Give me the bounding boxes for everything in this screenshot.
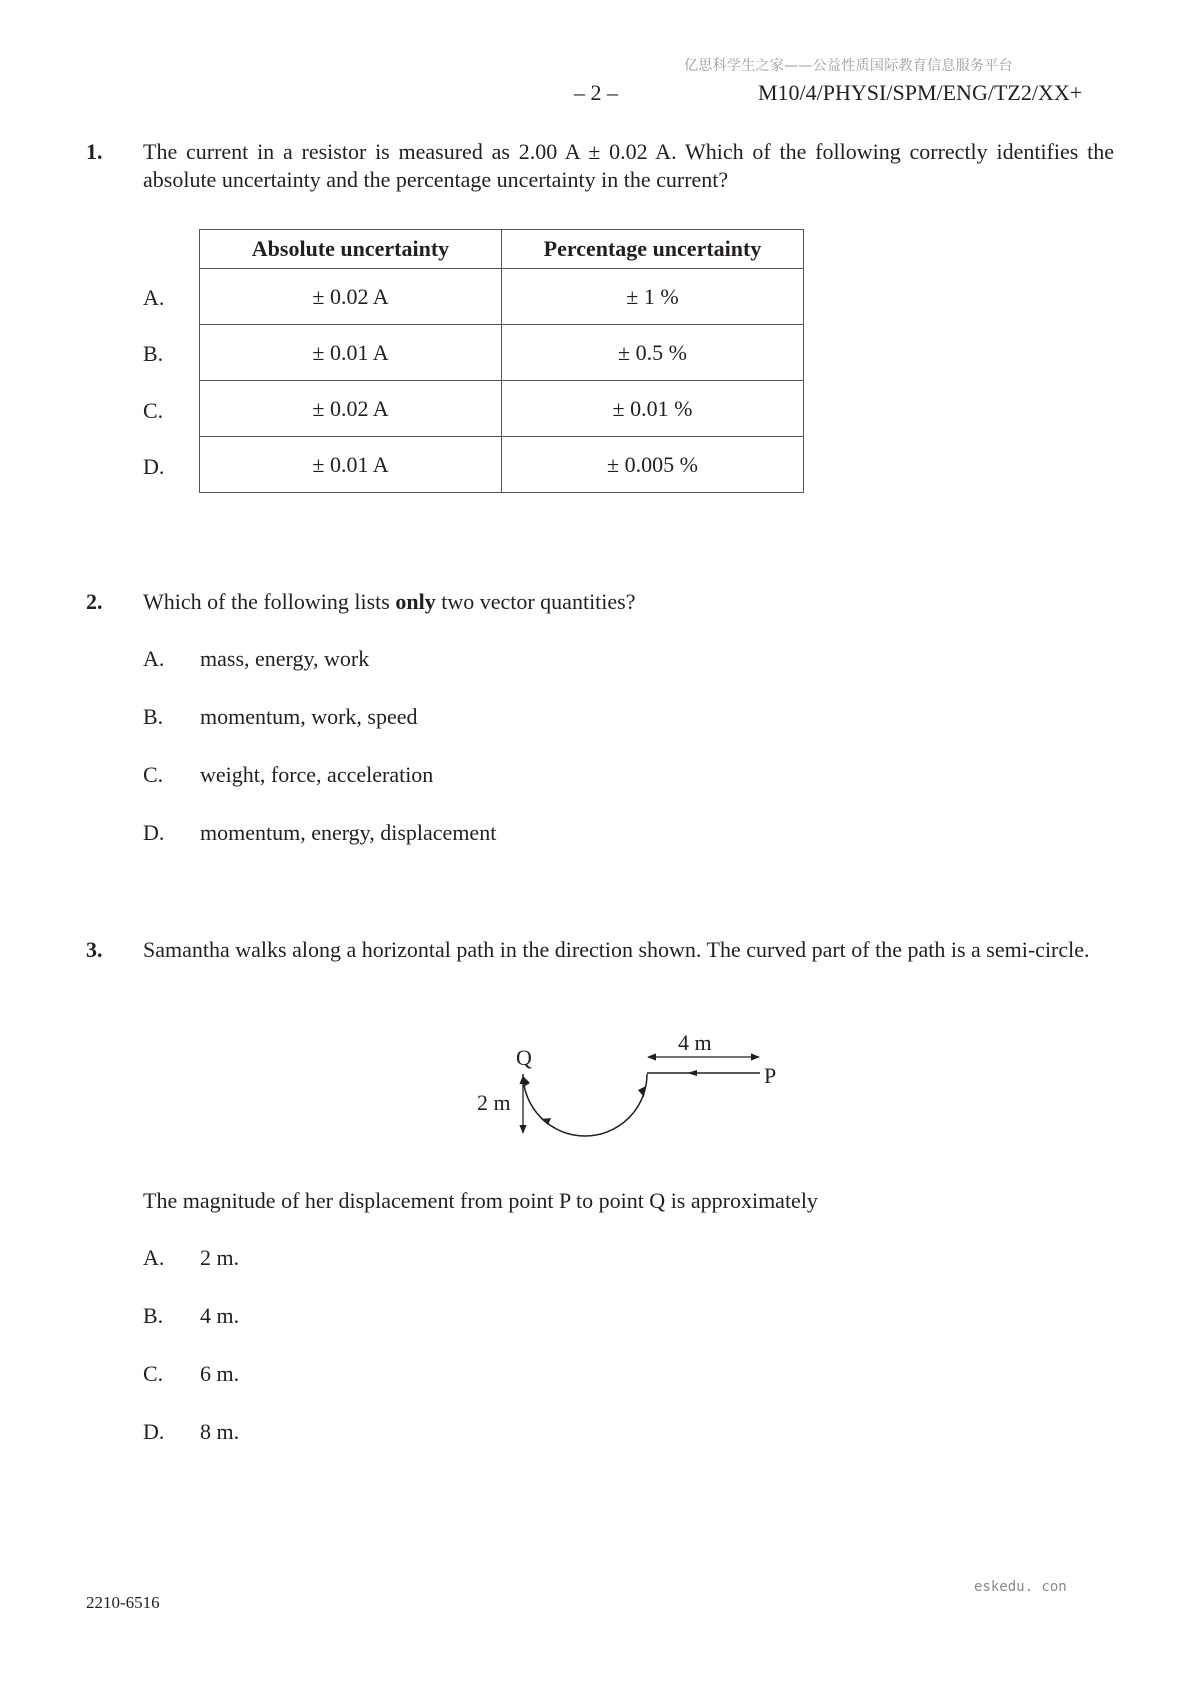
option-text: 8 m. xyxy=(200,1419,240,1444)
question-1-text: The current in a resistor is measured as 2.00 A ± 0.02 A. Which of the following correctly identifies the absolute uncertainty and the percentage uncertainty in the current? xyxy=(143,139,1114,192)
table-cell: ± 0.005 % xyxy=(502,437,804,493)
footer-code: 2210-6516 xyxy=(86,1593,160,1612)
direction-arrow xyxy=(687,1070,697,1076)
label-p: P xyxy=(764,1063,777,1088)
q1-row-letter: C. xyxy=(143,398,164,423)
table-row xyxy=(200,269,804,325)
table-cell: ± 0.01 % xyxy=(502,381,804,437)
table-row xyxy=(200,325,804,381)
question-2-text-start: Which of the following lists xyxy=(143,589,396,614)
q1-row-letter: B. xyxy=(143,341,164,366)
option-text: weight, force, acceleration xyxy=(200,762,434,787)
column-header: Percentage uncertainty xyxy=(502,230,804,269)
q1-row-letter: D. xyxy=(143,454,165,479)
direction-arrow xyxy=(638,1086,646,1097)
option-text: 2 m. xyxy=(200,1245,240,1270)
table-header-row xyxy=(200,230,804,269)
option-letter: D. xyxy=(143,820,165,845)
question-2-text-end: two vector quantities? xyxy=(435,589,636,614)
table-row xyxy=(200,437,804,493)
option-letter: B. xyxy=(143,1303,164,1328)
option-letter: A. xyxy=(143,646,165,671)
table-cell: ± 1 % xyxy=(502,269,804,325)
label-q: Q xyxy=(516,1045,532,1070)
watermark-footer: eskedu. con xyxy=(974,1579,1067,1595)
question-3-text: Samantha walks along a horizontal path in the direction shown. The curved part of the path is a semi-circle. xyxy=(143,937,1090,962)
option-text: momentum, work, speed xyxy=(200,704,418,729)
question-2-emphasis: only xyxy=(395,589,436,614)
semicircle-path xyxy=(523,1074,647,1136)
option-letter: C. xyxy=(143,762,164,787)
table-cell: ± 0.01 A xyxy=(200,437,502,493)
label-height: 2 m xyxy=(477,1090,511,1115)
option-text: momentum, energy, displacement xyxy=(200,820,497,845)
table-cell: ± 0.01 A xyxy=(200,325,502,381)
option-text: mass, energy, work xyxy=(200,646,370,671)
table-cell: ± 0.5 % xyxy=(502,325,804,381)
path-diagram xyxy=(460,1020,790,1150)
table-row xyxy=(200,381,804,437)
label-length: 4 m xyxy=(678,1030,712,1055)
paper-code: M10/4/PHYSI/SPM/ENG/TZ2/XX+ xyxy=(758,80,1083,105)
page-number: – 2 – xyxy=(574,80,618,105)
table-cell: ± 0.02 A xyxy=(200,269,502,325)
option-text: 4 m. xyxy=(200,1303,240,1328)
question-2-number: 2. xyxy=(86,589,103,614)
question-3-stem: The magnitude of her displacement from point P to point Q is approximately xyxy=(143,1188,818,1213)
watermark-header: 亿思科学生之家——公益性质国际教育信息服务平台 xyxy=(684,58,1013,74)
option-text: 6 m. xyxy=(200,1361,240,1386)
option-letter: A. xyxy=(143,1245,165,1270)
q1-row-letter: A. xyxy=(143,285,165,310)
column-header: Absolute uncertainty xyxy=(200,230,502,269)
uncertainty-table xyxy=(199,229,804,493)
question-3-number: 3. xyxy=(86,937,103,962)
question-1-number: 1. xyxy=(86,139,103,164)
question-2-text xyxy=(143,588,1114,616)
option-letter: B. xyxy=(143,704,164,729)
option-letter: D. xyxy=(143,1419,165,1444)
table-cell: ± 0.02 A xyxy=(200,381,502,437)
option-letter: C. xyxy=(143,1361,164,1386)
direction-arrow xyxy=(541,1118,551,1125)
